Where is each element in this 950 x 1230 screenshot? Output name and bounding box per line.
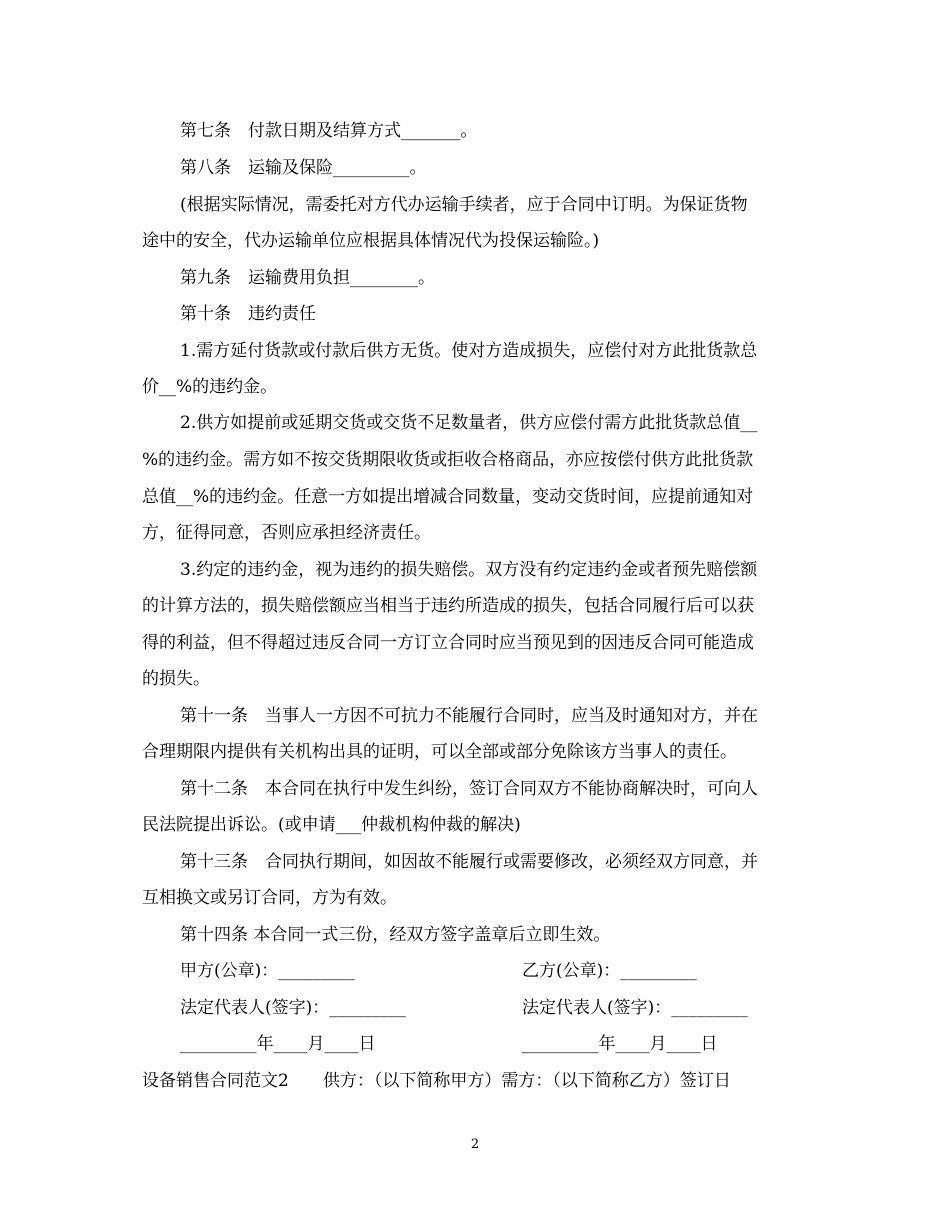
article-10-heading: 第十条 违约责任 [180, 304, 316, 324]
article-13-line2: 互相换文或另订合同，方为有效。 [142, 888, 397, 908]
clause-3-line2: 的计算方法的，损失赔偿额应当相当于违约所造成的损失，包括合同履行后可以获 [142, 596, 754, 616]
article-11-line1: 第十一条 当事人一方因不可抗力不能履行合同时，应当及时通知对方，并在 [180, 706, 758, 726]
next-contract-heading: 设备销售合同范文2 供方：（以下简称甲方）需方：（以下简称乙方）签订日 [142, 1071, 731, 1091]
article-7: 第七条 付款日期及结算方式_______。 [180, 121, 478, 141]
clause-3-line1: 3.约定的违约金，视为违约的损失赔偿。双方没有约定违约金或者预先赔偿额 [180, 560, 758, 580]
clause-2-line4: 方，征得同意，否则应承担经济责任。 [142, 523, 431, 543]
clause-2-line3: 总值__%的违约金。任意一方如提出增减合同数量，变动交货时间，应提前通知对 [142, 487, 754, 507]
party-a-date: _________年____月____日 [180, 1034, 376, 1054]
article-8-note-line1: (根据实际情况，需委托对方代办运输手续者，应于合同中订明。为保证货物 [180, 195, 748, 215]
party-b-seal: 乙方(公章)：_________ [522, 961, 697, 981]
party-a-representative: 法定代表人(签字)：_________ [180, 998, 406, 1018]
clause-2-line1: 2.供方如提前或延期交货或交货不足数量者，供方应偿付需方此批货款总值__ [180, 413, 758, 433]
article-8-note-line2: 途中的安全，代办运输单位应根据具体情况代为投保运输险。) [142, 231, 600, 251]
page-number: 2 [470, 1137, 480, 1152]
party-b-representative: 法定代表人(签字)：_________ [522, 998, 748, 1018]
clause-3-line4: 的损失。 [142, 669, 210, 689]
article-9: 第九条 运输费用负担________。 [180, 268, 435, 288]
party-a-seal: 甲方(公章)：_________ [180, 961, 355, 981]
clause-3-line3: 得的利益，但不得超过违反合同一方订立合同时应当预见到的因违反合同可能造成 [142, 633, 754, 653]
article-8: 第八条 运输及保险_________。 [180, 158, 427, 178]
clause-1-line1: 1.需方延付货款或付款后供方无货。使对方造成损失，应偿付对方此批货款总 [180, 341, 758, 361]
article-12-line2: 民法院提出诉讼。(或申请___仲裁机构仲裁的解决) [142, 815, 521, 835]
clause-2-line2: %的违约金。需方如不按交货期限收货或拒收合格商品，亦应按偿付供方此批货款 [142, 450, 754, 470]
article-13-line1: 第十三条 合同执行期间，如因故不能履行或需要修改，必须经双方同意，并 [180, 852, 758, 872]
article-14: 第十四条 本合同一式三份，经双方签字盖章后立即生效。 [180, 925, 611, 945]
party-b-date: _________年____月____日 [522, 1034, 718, 1054]
article-11-line2: 合理期限内提供有关机构出具的证明，可以全部或部分免除该方当事人的责任。 [142, 742, 737, 762]
clause-1-line2: 价__%的违约金。 [142, 377, 278, 397]
article-12-line1: 第十二条 本合同在执行中发生纠纷，签订合同双方不能协商解决时，可向人 [180, 779, 758, 799]
